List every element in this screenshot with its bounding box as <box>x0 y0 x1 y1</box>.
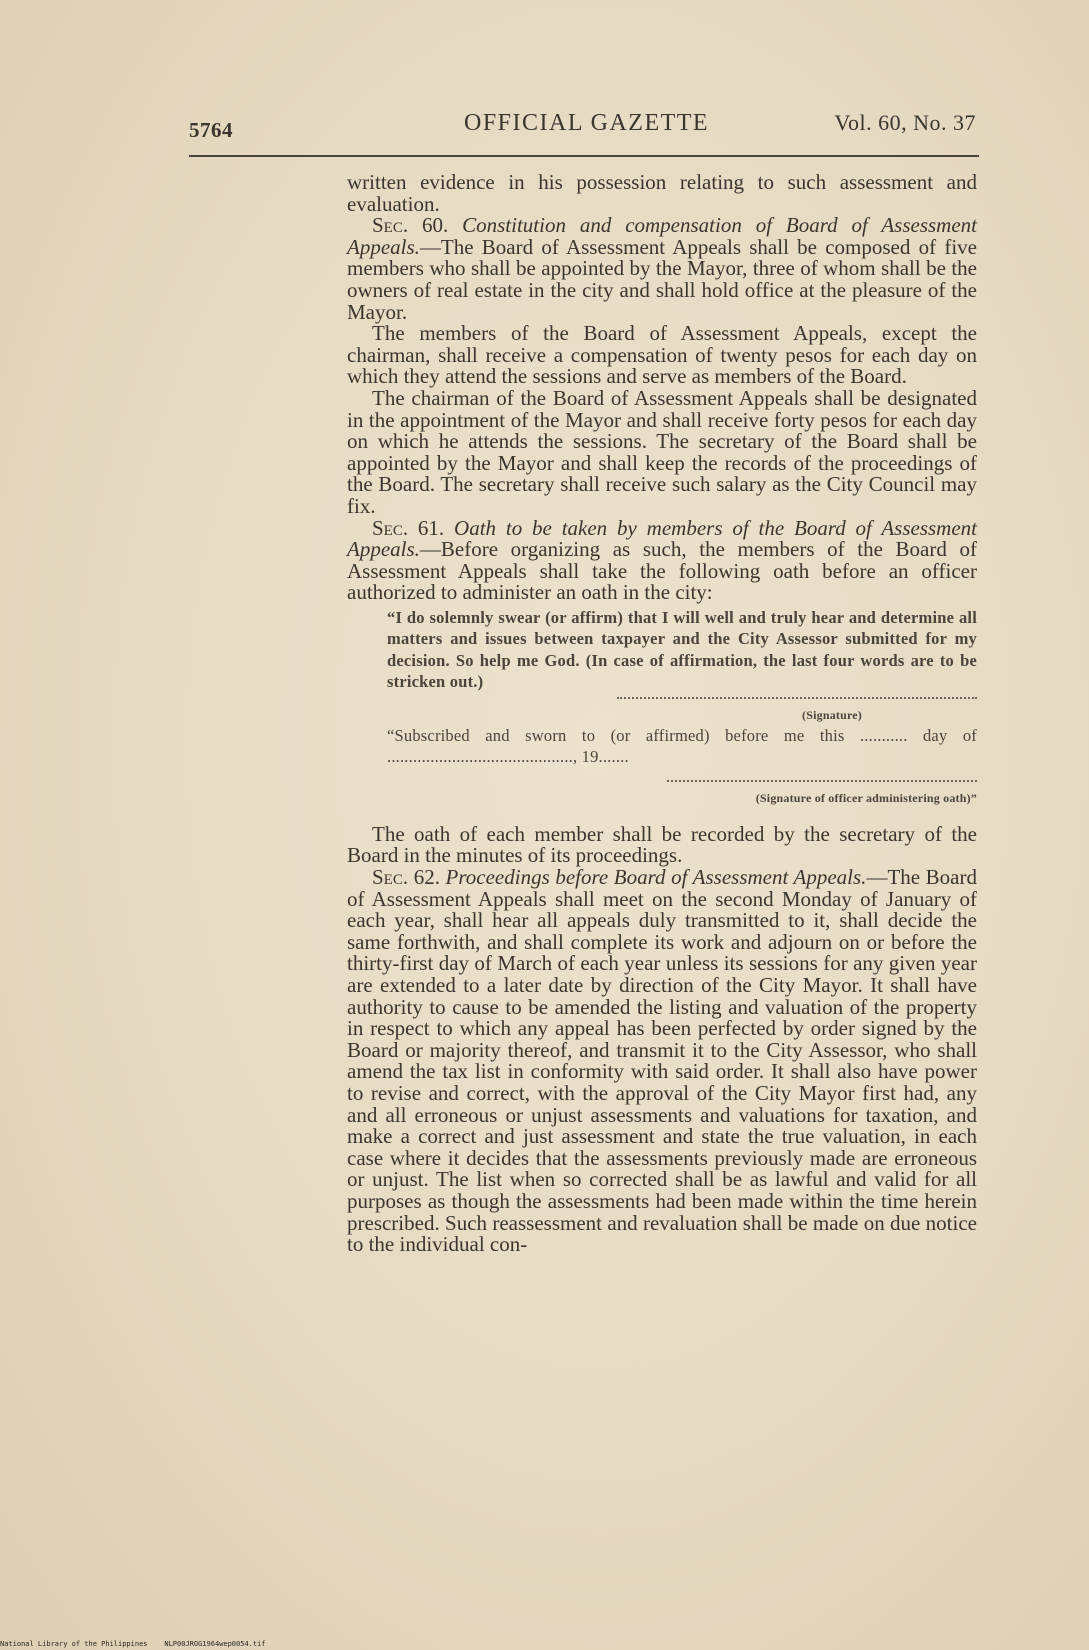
subscribed-text: “Subscribed and sworn to (or affirmed) before me this ........... day of ..........................................., 19....... <box>387 725 977 767</box>
volume-issue: Vol. 60, No. 37 <box>834 110 976 135</box>
section-61 <box>347 515 977 605</box>
scan-footer <box>0 1640 266 1648</box>
page-header <box>189 110 976 144</box>
section-60-number: Sec. 60. <box>372 213 449 238</box>
paragraph-oath-recorded: The oath of each member shall be recorded by the secretary of the Board in the minutes of its proceedings. <box>347 821 977 868</box>
page-number: 5764 <box>189 118 233 142</box>
section-61-body: —Before organizing as such, the members of the Board of Assessment Appeals shall take the following oath before an officer authorized to administer an oath in the city: <box>347 537 977 605</box>
paragraph-chairman: The chairman of the Board of Assessment Appeals shall be designated in the appointment of the Mayor and shall receive forty pesos for each day on which he attends the sessions. The secretary of the Board shall be appointed by the Mayor and shall keep the records of the proceedings of the Board. The secretary shall receive such salary as the City Council may fix. <box>347 385 977 518</box>
body-text <box>347 172 977 1256</box>
section-60-title: Constitution and compensation of Board of Assessment Appeals. <box>347 213 977 259</box>
section-62-title: Proceedings before Board of Assessment Appeals. <box>445 865 867 890</box>
officer-signature-line <box>667 780 977 782</box>
section-60-body: —The Board of Assessment Appeals shall be composed of five members who shall be appointed by the Mayor, three of whom shall be the owners of real estate in the city and shall hold office at the pleasure of the Mayor. <box>347 234 977 324</box>
signature-label: (Signature) <box>802 707 862 722</box>
publication-title: OFFICIAL GAZETTE <box>464 110 710 136</box>
officer-signature-label: (Signature of officer administering oath)” <box>755 790 977 805</box>
section-61-number: Sec. 61. <box>372 515 445 540</box>
paragraph-continued: written evidence in his possession relating to such assessment and evaluation. <box>347 170 977 216</box>
header-rule <box>189 155 979 157</box>
oath-block <box>387 607 977 808</box>
section-61-title: Oath to be taken by members of the Board of Assessment Appeals. <box>347 515 977 562</box>
officer-signature-block <box>387 778 977 808</box>
section-60 <box>347 215 977 323</box>
section-62-body: —The Board of Assessment Appeals shall meet on the second Monday of January of each year, shall hear all appeals duly transmitted to it, shall decide the same forthwith, and shall complete its work and adjourn on or before the thirty-first day of March of each year unless its sessions for any given year are extended to a later date by direction of the City Mayor. It shall have authority to cause to be amended the listing and valuation of the property in respect to which any appeal has been perfected by order signed by the Board or majority thereof, and transmit it to the City Assessor, who shall amend the tax list in conformity with said order. It shall also have power to revise and correct, with the approval of the City Mayor first had, any and all erroneous or unjust assessments and valuations for taxation, and make a correct and just assessment and state the true valuation, in each case where it decides that the assessments previously made are erroneous or unjust. The list when so corrected shall be as lawful and valid for all purposes as though the assessments had been made within the time herein prescribed. Such reassessment and revaluation shall be made on due notice to the individual con- <box>347 865 977 1257</box>
footer-library: National Library of the Philippines <box>0 1640 148 1648</box>
signature-line <box>617 697 977 699</box>
section-62 <box>347 867 977 1256</box>
section-62-number: Sec. 62. <box>372 865 440 890</box>
oath-text: “I do solemnly swear (or affirm) that I will well and truly hear and determine all matters and issues between taxpayer and the City Assessor submitted for my decision. So help me God. (In case of affirmation, the last four words are to be stricken out.) <box>387 607 977 692</box>
footer-file: NLP00JROG1964wep0054.tif <box>164 1640 266 1648</box>
paragraph-members-compensation: The members of the Board of Assessment Appeals, except the chairman, shall receive a compensation of twenty pesos for each day on which they attend the sessions and serve as members of the Board. <box>347 321 977 389</box>
signature-block <box>387 695 977 725</box>
